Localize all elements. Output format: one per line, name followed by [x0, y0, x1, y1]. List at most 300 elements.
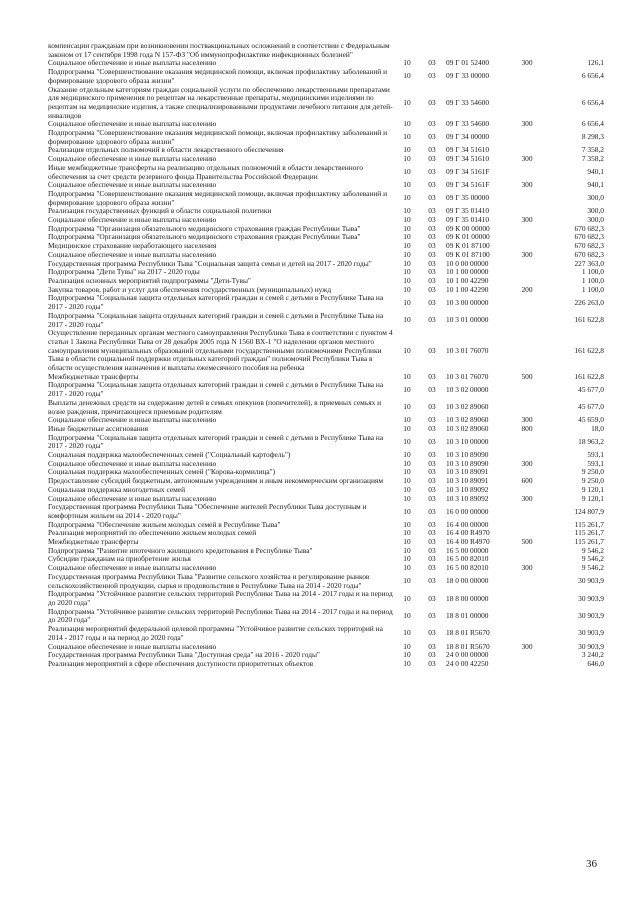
row-amount-cell: 9 546,2: [581, 554, 604, 564]
row-target-article-cell: 10 3 02 89060: [446, 402, 489, 412]
row-section-cell: 10: [403, 371, 411, 381]
row-name-cell: Социальное обеспечение и иные выплаты населению: [48, 641, 217, 651]
row-target-article-cell: 10 3 01 76070: [446, 345, 489, 355]
row-subsection-cell: 03: [428, 180, 436, 190]
row-name-cell: Подпрограмма "Устойчивое развитие сельских территорий Республики Тыва на 2014 - 2017 годы и на период до 2020 года": [48, 589, 393, 607]
row-subsection-cell: 03: [428, 58, 436, 68]
row-section-cell: 10: [403, 384, 411, 394]
row-amount-cell: 9 120,1: [581, 484, 604, 494]
row-subsection-cell: 03: [428, 232, 436, 242]
row-subsection-cell: 03: [428, 284, 436, 294]
row-target-article-cell: 10 3 00 00000: [446, 297, 489, 307]
table-row: [48, 503, 604, 520]
row-amount-cell: 670 682,3: [574, 241, 604, 251]
row-section-cell: 10: [403, 519, 411, 529]
row-name-cell: Закупка товаров, работ и услуг для обеспечения государственных (муниципальных) нужд: [48, 284, 332, 294]
row-target-article-cell: 09 Г 33 54600: [446, 97, 490, 107]
row-expense-type-cell: 300: [521, 458, 533, 468]
row-amount-cell: 940,1: [587, 180, 604, 190]
row-name-cell: Социальное обеспечение и иные выплаты населению: [48, 154, 217, 164]
table-row: [48, 608, 604, 625]
row-name-cell: Подпрограмма "Дети Тувы" на 2017 - 2020 годы: [48, 267, 200, 277]
row-expense-type-cell: [514, 190, 540, 207]
row-expense-type-cell: [514, 651, 540, 660]
row-name-cell: Подпрограмма "Организация обязательного медицинского страхования граждан Республики Тыва": [48, 223, 361, 233]
row-name-cell: Социальное обеспечение и иные выплаты населению: [48, 180, 217, 190]
row-expense-type-cell: [514, 260, 540, 269]
row-expense-type-cell: [514, 503, 540, 520]
row-section-cell: 10: [403, 458, 411, 468]
row-expense-type-cell: 300: [521, 119, 533, 129]
row-section-cell: 10: [403, 267, 411, 277]
row-expense-type-cell: [514, 608, 540, 625]
row-amount-cell: 115 261,7: [574, 528, 604, 538]
row-target-article-cell: 18 8 01 R5670: [446, 641, 490, 651]
row-amount-cell: 670 682,3: [574, 223, 604, 233]
row-amount-cell: 646,0: [587, 658, 604, 668]
row-section-cell: 10: [403, 402, 411, 412]
table-row: [48, 42, 604, 59]
row-target-article-cell: 10 3 10 89091: [446, 476, 489, 486]
row-name-cell: компенсации гражданам при возникновении поствакцинальных осложнений в соответствии с Федеральным законом от 17 сентября 1998 года N 157-ФЗ "Об иммунопрофилактике инфекционных болезней": [48, 41, 390, 59]
row-subsection-cell: 03: [428, 371, 436, 381]
row-amount-cell: 3 240,2: [581, 650, 604, 660]
row-expense-type-cell: [514, 329, 540, 373]
table-row: [48, 294, 604, 311]
row-section-cell: 10: [403, 275, 411, 285]
row-amount-cell: 593,1: [587, 450, 604, 460]
table-row: [48, 329, 604, 373]
row-amount-cell: 30 903,9: [578, 628, 604, 638]
row-amount-cell: 300,0: [587, 193, 604, 203]
row-target-article-cell: 10 3 10 89092: [446, 493, 489, 503]
row-section-cell: 10: [403, 167, 411, 177]
row-amount-cell: 9 250,0: [581, 476, 604, 486]
row-target-article-cell: 09 Г 33 54600: [446, 119, 490, 129]
row-subsection-cell: 03: [428, 611, 436, 621]
row-section-cell: 10: [403, 206, 411, 216]
row-amount-cell: 593,1: [587, 458, 604, 468]
row-section-cell: 10: [403, 145, 411, 155]
row-section-cell: 10: [403, 71, 411, 81]
row-target-article-cell: 10 3 10 89091: [446, 467, 489, 477]
row-subsection-cell: 03: [428, 415, 436, 425]
table-row: [48, 86, 604, 121]
row-target-article-cell: 10 1 00 00000: [446, 267, 489, 277]
row-expense-type-cell: 300: [521, 641, 533, 651]
row-subsection-cell: 03: [428, 258, 436, 268]
row-subsection-cell: 03: [428, 297, 436, 307]
row-name-cell: Подпрограмма "Развитие ипотечного жилищного кредитования в Республике Тыва": [48, 545, 313, 555]
row-name-cell: Межбюджетные трансферты: [48, 537, 139, 547]
row-section-cell: 10: [403, 258, 411, 268]
row-expense-type-cell: [514, 590, 540, 607]
row-subsection-cell: 03: [428, 576, 436, 586]
row-amount-cell: 9 546,2: [581, 545, 604, 555]
row-expense-type-cell: [514, 660, 540, 669]
row-expense-type-cell: 500: [521, 537, 533, 547]
row-amount-cell: 1 100,0: [581, 267, 604, 277]
row-subsection-cell: 03: [428, 249, 436, 259]
row-target-article-cell: 16 0 00 00000: [446, 506, 489, 516]
row-section-cell: 10: [403, 611, 411, 621]
row-section-cell: 10: [403, 223, 411, 233]
row-amount-cell: 227 363,0: [574, 258, 604, 268]
row-target-article-cell: 09 Г 34 51610: [446, 154, 490, 164]
row-expense-type-cell: 300: [521, 154, 533, 164]
row-subsection-cell: 03: [428, 554, 436, 564]
row-subsection-cell: 03: [428, 467, 436, 477]
table-row: [48, 129, 604, 146]
row-name-cell: Реализация мероприятий федеральной целевой программы "Устойчивое развитие сельских территорий на 2014 - 2017 годы и на период до 2020 года": [48, 624, 383, 642]
row-amount-cell: 9 120,1: [581, 493, 604, 503]
row-expense-type-cell: 300: [521, 563, 533, 573]
row-amount-cell: 18,0: [591, 423, 604, 433]
row-name-cell: Подпрограмма "Организация обязательного медицинского страхования граждан Республики Тыва": [48, 232, 361, 242]
row-subsection-cell: 03: [428, 458, 436, 468]
row-section-cell: 10: [403, 345, 411, 355]
row-expense-type-cell: [514, 399, 540, 416]
row-name-cell: Реализация отдельных полномочий в области лекарственного обеспечения: [48, 145, 284, 155]
row-name-cell: Реализация мероприятий по обеспечению жильем молодых семей: [48, 528, 257, 538]
row-section-cell: 10: [403, 297, 411, 307]
row-name-cell: Иные межбюджетные трансферты на реализацию отдельных полномочий в области лекарственного обеспечения за счет средств резервного фонда Правительства Российской Федерации: [48, 162, 363, 181]
row-section-cell: 10: [403, 132, 411, 142]
row-name-cell: Социальное обеспечение и иные выплаты населению: [48, 415, 217, 425]
row-section-cell: 10: [403, 563, 411, 573]
row-subsection-cell: 03: [428, 650, 436, 660]
row-subsection-cell: 03: [428, 423, 436, 433]
row-section-cell: 10: [403, 249, 411, 259]
row-subsection-cell: 03: [428, 145, 436, 155]
row-name-cell: Подпрограмма "Совершенствование оказания медицинской помощи, включая профилактику заболеваний и формирование здорового образа жизни": [48, 67, 388, 85]
row-section-cell: 10: [403, 484, 411, 494]
row-subsection-cell: 03: [428, 528, 436, 538]
table-row: [48, 68, 604, 85]
row-target-article-cell: 16 5 00 00000: [446, 545, 489, 555]
row-name-cell: Выплаты денежных средств на содержание детей в семьях опекунов (попечителей), в приемных семьях и возне раждения, причитающееся приемным родителям: [48, 397, 382, 416]
row-amount-cell: 6 656,4: [581, 71, 604, 81]
row-section-cell: 10: [403, 576, 411, 586]
row-amount-cell: 124 807,9: [574, 506, 604, 516]
table-row: [48, 625, 604, 642]
row-expense-type-cell: [514, 434, 540, 451]
row-name-cell: Медицинское страхование неработающего населения: [48, 241, 217, 251]
row-section-cell: 10: [403, 641, 411, 651]
row-amount-cell: 300,0: [587, 215, 604, 225]
row-expense-type-cell: [514, 129, 540, 146]
row-amount-cell: 670 682,3: [574, 232, 604, 242]
row-target-article-cell: 10 3 02 89060: [446, 423, 489, 433]
row-subsection-cell: 03: [428, 215, 436, 225]
row-amount-cell: 226 263,0: [574, 297, 604, 307]
row-name-cell: Социальная поддержка многодетных семей: [48, 484, 186, 494]
row-target-article-cell: 18 0 00 00000: [446, 576, 489, 586]
row-expense-type-cell: 300: [521, 493, 533, 503]
row-subsection-cell: 03: [428, 476, 436, 486]
row-section-cell: 10: [403, 58, 411, 68]
row-subsection-cell: 03: [428, 537, 436, 547]
row-amount-cell: 115 261,7: [574, 537, 604, 547]
row-target-article-cell: 09 Г 35 01410: [446, 206, 490, 216]
row-section-cell: 10: [403, 450, 411, 460]
row-subsection-cell: 03: [428, 641, 436, 651]
row-name-cell: Реализация мероприятий в сфере обеспечения доступности приоритетных объектов: [48, 658, 314, 668]
row-section-cell: 10: [403, 97, 411, 107]
row-name-cell: Межбюджетные трансферты: [48, 371, 139, 381]
row-section-cell: 10: [403, 436, 411, 446]
row-expense-type-cell: 300: [521, 180, 533, 190]
row-section-cell: 10: [403, 467, 411, 477]
row-subsection-cell: 03: [428, 267, 436, 277]
row-amount-cell: 300,0: [587, 206, 604, 216]
row-amount-cell: 1 100,0: [581, 284, 604, 294]
row-section-cell: 10: [403, 554, 411, 564]
row-target-article-cell: 16 4 00 R4970: [446, 528, 490, 538]
row-name-cell: Подпрограмма "Социальная защита отдельных категорий граждан и семей с детьми в Республике Тыва на 2017 - 2020 годы": [48, 310, 384, 329]
row-section-cell: 10: [403, 528, 411, 538]
row-subsection-cell: 03: [428, 206, 436, 216]
row-section-cell: 10: [403, 506, 411, 516]
row-subsection-cell: [418, 42, 446, 59]
row-expense-type-cell: 300: [521, 415, 533, 425]
row-target-article-cell: 16 5 00 82010: [446, 554, 489, 564]
row-section-cell: 10: [403, 241, 411, 251]
row-amount-cell: 6 656,4: [581, 97, 604, 107]
table-row: [48, 381, 604, 398]
page-number: 36: [586, 858, 597, 870]
row-expense-type-cell: [514, 225, 540, 234]
row-expense-type-cell: [514, 312, 540, 329]
row-expense-type-cell: [514, 233, 540, 242]
row-expense-type-cell: 300: [521, 215, 533, 225]
budget-table: [48, 42, 604, 669]
row-name-cell: Подпрограмма "Совершенствование оказания медицинской помощи, включая профилактику заболеваний и формирование здорового образа жизни": [48, 188, 388, 207]
row-target-article-cell: 09 Г 33 00000: [446, 71, 490, 81]
row-subsection-cell: 03: [428, 563, 436, 573]
row-name-cell: Подпрограмма "Обеспечение жильем молодых семей в Республике Тыва": [48, 519, 281, 529]
row-target-article-cell: 10 3 10 89090: [446, 450, 489, 460]
row-amount-cell: 9 250,0: [581, 467, 604, 477]
row-target-article-cell: 09 К 01 00000: [446, 232, 490, 242]
row-target-article-cell: 09 К 01 87100: [446, 241, 490, 251]
row-name-cell: Социальная поддержка малообеспеченных семей ("Социальный картофель"): [48, 450, 291, 460]
row-section-cell: 10: [403, 545, 411, 555]
row-expense-type-cell: 600: [521, 476, 533, 486]
row-amount-cell: 940,1: [587, 167, 604, 177]
row-name-cell: Социальное обеспечение и иные выплаты населению: [48, 563, 217, 573]
row-target-article-cell: 18 8 01 00000: [446, 611, 489, 621]
row-amount-cell: 18 963,2: [578, 436, 604, 446]
row-section-cell: 10: [403, 215, 411, 225]
row-expense-type-cell: 300: [521, 249, 533, 259]
row-subsection-cell: 03: [428, 119, 436, 129]
row-subsection-cell: 03: [428, 493, 436, 503]
row-expense-type-cell: [514, 547, 540, 556]
row-target-article-cell: 16 4 00 00000: [446, 519, 489, 529]
row-section-cell: 10: [403, 493, 411, 503]
row-name-cell: Иные бюджетные ассигнования: [48, 423, 149, 433]
row-target-article-cell: 10 1 00 42290: [446, 284, 489, 294]
row-target-article-cell: 10 3 01 00000: [446, 315, 489, 325]
row-subsection-cell: 03: [428, 450, 436, 460]
row-name-cell: Подпрограмма "Устойчивое развитие сельских территорий Республики Тыва на 2014 - 2017 годы и на период до 2020 года": [48, 606, 393, 625]
row-target-article-cell: 18 8 01 R5670: [446, 628, 490, 638]
row-name-cell: Осуществление переданных органам местного самоуправления Республики Тыва в соответствии с пунктом 4 статьи 1 Закона Республики Тыва от 28 декабря 2005 года N 1560 ВХ-1 "О наделении органов местного самоуправления муниципальных образований отдельными государственными полномочиями Республики Тыва в области социальной поддержки отдельных категорий граждан" полномочий Республики Тыва в области осуществления назначения и выплаты ежемесячного пособия на ребенка: [48, 328, 393, 373]
row-amount-cell: 45 659,0: [578, 415, 604, 425]
row-amount-cell: 161 622,8: [574, 315, 604, 325]
row-section-cell: 10: [403, 628, 411, 638]
row-target-article-cell: 09 К 00 00000: [446, 223, 490, 233]
row-amount-cell: 126,1: [587, 58, 604, 68]
row-target-article-cell: 09 Г 34 5161F: [446, 180, 490, 190]
table-row: [48, 660, 604, 669]
row-subsection-cell: 03: [428, 193, 436, 203]
row-amount-cell: 30 903,9: [578, 576, 604, 586]
row-name-cell: Социальное обеспечение и иные выплаты населению: [48, 458, 217, 468]
budget-table-body: [48, 42, 604, 669]
row-subsection-cell: 03: [428, 519, 436, 529]
row-target-article-cell: 09 Г 35 01410: [446, 215, 490, 225]
row-amount-cell: 1 100,0: [581, 275, 604, 285]
row-subsection-cell: 03: [428, 275, 436, 285]
row-target-article-cell: 18 8 00 00000: [446, 593, 489, 603]
row-amount-cell: 670 682,3: [574, 249, 604, 259]
row-name-cell: Социальное обеспечение и иные выплаты населению: [48, 493, 217, 503]
row-amount-cell: 8 298,3: [581, 132, 604, 142]
row-section-cell: 10: [403, 650, 411, 660]
row-target-article-cell: 16 5 00 82010: [446, 563, 489, 573]
row-amount-cell: [540, 42, 604, 59]
table-row: [48, 434, 604, 451]
row-amount-cell: 30 903,9: [578, 593, 604, 603]
row-subsection-cell: 03: [428, 71, 436, 81]
row-expense-type-cell: [514, 294, 540, 311]
row-name-cell: Государственная программа Республики Тыва "Обеспечение жителей Республики Тыва доступным и комфортным жильем на 2014 - 2020 годы": [48, 502, 367, 520]
row-target-article-cell: 09 Г 35 00000: [446, 193, 490, 203]
row-subsection-cell: 03: [428, 484, 436, 494]
row-expense-type-cell: [514, 164, 540, 181]
row-amount-cell: 6 656,4: [581, 119, 604, 129]
row-target-article-cell: 10 0 00 00000: [446, 258, 489, 268]
row-expense-type-cell: 800: [521, 423, 533, 433]
table-row: [48, 590, 604, 607]
row-name-cell: Подпрограмма "Социальная защита отдельных категорий граждан и семей с детьми в Республике Тыва на 2017 - 2020 годы": [48, 432, 384, 451]
row-name-cell: Подпрограмма "Социальная защита отдельных категорий граждан и семей с детьми в Республике Тыва на 2017 - 2020 годы": [48, 380, 384, 399]
row-name-cell: Социальное обеспечение и иные выплаты населению: [48, 58, 217, 68]
row-name-cell: Социальное обеспечение и иные выплаты населению: [48, 249, 217, 259]
row-expense-type-cell: 200: [521, 284, 533, 294]
table-row: [48, 399, 604, 416]
row-target-article-cell: 09 Г 34 00000: [446, 132, 490, 142]
row-amount-cell: 161 622,8: [574, 371, 604, 381]
row-target-article-cell: 09 Г 34 5161F: [446, 167, 490, 177]
table-row: [48, 190, 604, 207]
row-expense-type-cell: 500: [521, 371, 533, 381]
row-amount-cell: 7 358,2: [581, 145, 604, 155]
row-section-cell: [396, 42, 418, 59]
row-expense-type-cell: [514, 625, 540, 642]
row-target-article-cell: 10 3 02 00000: [446, 384, 489, 394]
row-expense-type-cell: [514, 42, 540, 59]
row-section-cell: 10: [403, 476, 411, 486]
row-target-article-cell: 10 3 10 89090: [446, 458, 489, 468]
row-target-article-cell: 09 Г 01 52400: [446, 58, 490, 68]
row-subsection-cell: 03: [428, 506, 436, 516]
row-target-article-cell: 09 Г 34 51610: [446, 145, 490, 155]
row-section-cell: 10: [403, 315, 411, 325]
row-name-cell: Государственная программа Республики Тыва "Доступная среда" на 2016 - 2020 годы": [48, 650, 320, 660]
row-name-cell: Социальное обеспечение и иные выплаты населению: [48, 215, 217, 225]
row-target-article-cell: 09 К 01 87100: [446, 249, 490, 259]
row-name-cell: Государственная программа Республики Тыва "Развитие сельского хозяйства и регулирование рынков сельскохозяйственной продукции, сырья и продовольствия в Республике Тыва на 2014 - 2020 годы": [48, 571, 370, 590]
row-subsection-cell: 03: [428, 658, 436, 668]
row-subsection-cell: 03: [428, 384, 436, 394]
row-name-cell: Реализация основных мероприятий подпрограммы "Дети-Тувы": [48, 275, 251, 285]
row-section-cell: 10: [403, 193, 411, 203]
row-name-cell: Подпрограмма "Совершенствование оказания медицинской помощи, включая профилактику заболеваний и формирование здорового образа жизни": [48, 128, 388, 146]
row-target-article-cell: 24 0 00 42250: [446, 658, 489, 668]
row-subsection-cell: 03: [428, 315, 436, 325]
table-row: [48, 573, 604, 590]
row-target-article-cell: 16 4 00 R4970: [446, 537, 490, 547]
row-expense-type-cell: [514, 86, 540, 121]
row-expense-type-cell: [514, 268, 540, 277]
row-name-cell: Социальная поддержка малообеспеченных семей ("Корова-кормилица"): [48, 467, 276, 477]
row-amount-cell: 30 903,9: [578, 611, 604, 621]
row-subsection-cell: 03: [428, 167, 436, 177]
row-section-cell: 10: [403, 415, 411, 425]
row-target-article-cell: 10 3 10 00000: [446, 436, 489, 446]
table-row: [48, 312, 604, 329]
row-target-article-cell: 10 3 01 76070: [446, 371, 489, 381]
row-name-cell: Социальное обеспечение и иные выплаты населению: [48, 119, 217, 129]
row-amount-cell: 45 677,0: [578, 402, 604, 412]
row-amount-cell: 161 622,8: [574, 345, 604, 355]
row-name-cell: Подпрограмма "Социальная защита отдельных категорий граждан и семей с детьми в Республике Тыва на 2017 - 2020 годы": [48, 293, 384, 312]
row-section-cell: 10: [403, 593, 411, 603]
row-target-article-cell: 10 3 02 89060: [446, 415, 489, 425]
row-amount-cell: 7 358,2: [581, 154, 604, 164]
row-name-cell: Государственная программа Республики Тыва "Социальная защита семьи и детей на 2017 - 2020 годы": [48, 258, 372, 268]
row-subsection-cell: 03: [428, 223, 436, 233]
row-section-cell: 10: [403, 180, 411, 190]
row-name-cell: Субсидии гражданам на приобретение жилья: [48, 554, 191, 564]
row-name-cell: Оказание отдельным категориям граждан социальной услуги по обеспечению лекарственными препаратами для медицинского применения по рецептам на лекарственные препараты, медицинскими изделиями по рецептам на медицинские изделия, а также специализированными продуктами лечебного питания для детей-инвалидов: [48, 84, 393, 120]
row-amount-cell: 45 677,0: [578, 384, 604, 394]
row-amount-cell: 115 261,7: [574, 519, 604, 529]
row-expense-type-cell: [514, 521, 540, 530]
row-subsection-cell: 03: [428, 593, 436, 603]
row-amount-cell: 9 546,2: [581, 563, 604, 573]
row-section-cell: 10: [403, 537, 411, 547]
row-expense-type-cell: 300: [521, 58, 533, 68]
row-subsection-cell: 03: [428, 132, 436, 142]
row-name-cell: Реализация государственных функций в области социальной политики: [48, 206, 272, 216]
row-subsection-cell: 03: [428, 345, 436, 355]
row-target-article-cell: 10 3 10 89092: [446, 484, 489, 494]
row-section-cell: 10: [403, 119, 411, 129]
row-subsection-cell: 03: [428, 545, 436, 555]
row-section-cell: 10: [403, 284, 411, 294]
row-name-cell: Предоставление субсидий бюджетным, автономным учреждениям и иным некоммерческим организациям: [48, 476, 384, 486]
row-target-article-cell: 10 1 00 42290: [446, 275, 489, 285]
row-subsection-cell: 03: [428, 436, 436, 446]
row-section-cell: 10: [403, 423, 411, 433]
table-row: [48, 164, 604, 181]
row-subsection-cell: 03: [428, 154, 436, 164]
row-subsection-cell: 03: [428, 97, 436, 107]
